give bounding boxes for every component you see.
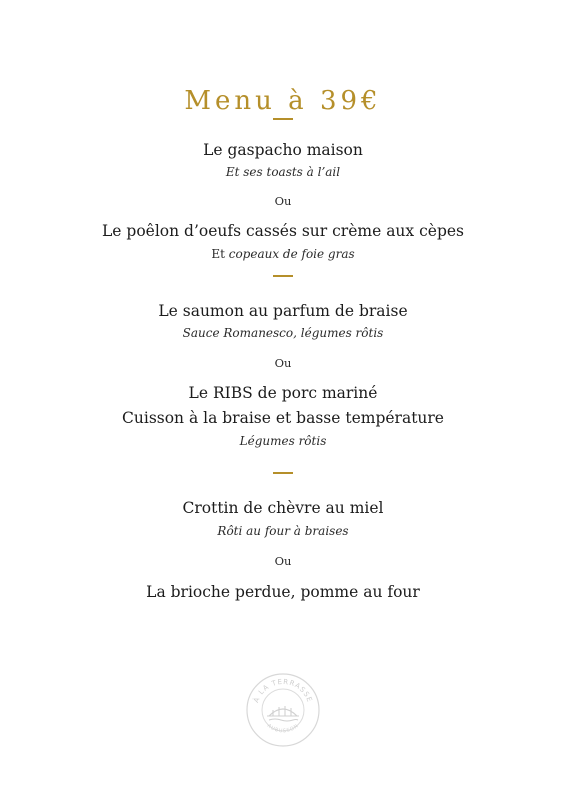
svg-text:À LA TERRASSE: À LA TERRASSE (252, 677, 314, 704)
title-separator (273, 118, 293, 120)
dessert-or: Ou (274, 554, 292, 568)
entree-dish-2-subtitle (0, 247, 566, 261)
entree-dish-2: Le poêlon d’oeufs cassés sur crème aux cèpes (102, 222, 464, 240)
plat-dish-1: Le saumon au parfum de braise (158, 302, 408, 320)
dessert-dish-1-subtitle: Rôti au four à braises (217, 524, 349, 538)
plat-dish-2-subtitle: Légumes rôtis (239, 434, 327, 448)
entree-or: Ou (274, 194, 292, 208)
plat-dish-2: Le RIBS de porc mariné (188, 384, 378, 402)
entree-dish-2-subtitle-prefix: Et (211, 247, 225, 261)
entree-dish-2-subtitle-rest: copeaux de foie gras (224, 247, 355, 261)
entree-dish-1: Le gaspacho maison (203, 141, 363, 159)
plat-dish-1-subtitle: Sauce Romanesco, légumes rôtis (182, 326, 384, 340)
section-separator-2 (273, 472, 293, 474)
restaurant-logo (245, 672, 321, 748)
section-separator-1 (273, 275, 293, 277)
entree-dish-1-subtitle: Et ses toasts à l’ail (225, 165, 341, 179)
dessert-dish-2: La brioche perdue, pomme au four (146, 583, 420, 601)
svg-text:AUBUSSON: AUBUSSON (265, 722, 301, 735)
bridge-icon (267, 706, 299, 721)
menu-title: Menu à 39€ (184, 86, 382, 116)
plat-or: Ou (274, 356, 292, 370)
plat-dish-2-line-2: Cuisson à la braise et basse température (122, 409, 444, 427)
dessert-dish-1: Crottin de chèvre au miel (182, 499, 384, 517)
